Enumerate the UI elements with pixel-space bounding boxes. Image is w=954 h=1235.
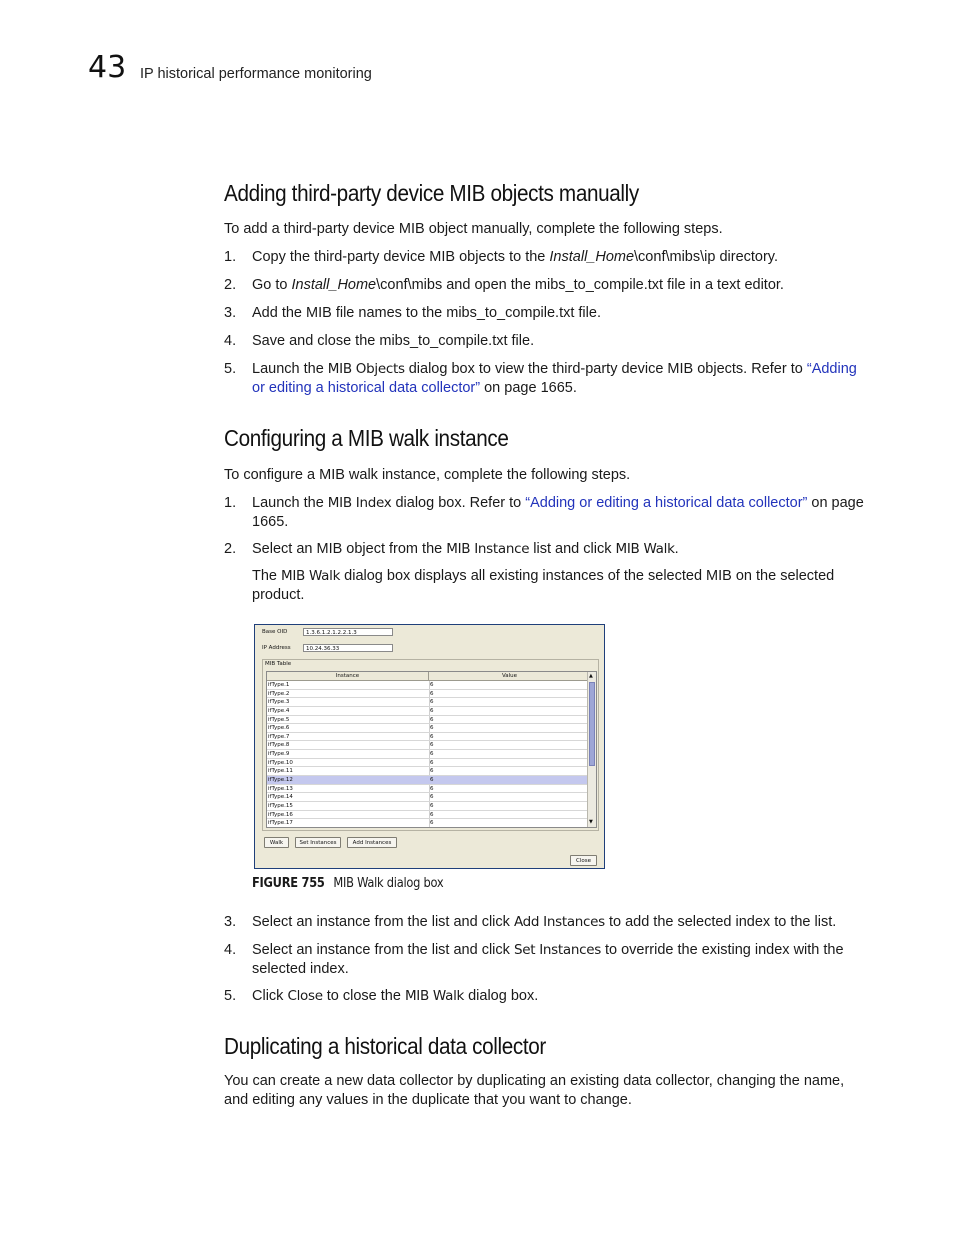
step-text: \conf\mibs and open the mibs_to_compile.txt file in a text editor.: [376, 277, 784, 293]
table-row[interactable]: [267, 811, 590, 820]
step-number: 5.: [224, 361, 237, 377]
table-row[interactable]: [267, 698, 590, 707]
ui-term-mib-walk: MIB Walk: [281, 568, 341, 584]
value-cell: 6: [430, 682, 434, 688]
value-cell: 6: [430, 733, 434, 740]
section2-intro: To configure a MIB walk instance, complete the following steps.: [224, 467, 631, 483]
instance-cell: ifType.16: [268, 811, 293, 818]
figure-title: MIB Walk dialog box: [333, 876, 444, 891]
table-rows: [267, 681, 590, 828]
add-instances-button[interactable]: Add Instances: [347, 837, 397, 848]
step-text: Save and close the mibs_to_compile.txt file.: [252, 333, 535, 349]
value-cell: 6: [430, 820, 434, 827]
step-text: Go to: [252, 277, 292, 293]
step-text: Launch the: [252, 361, 328, 377]
instance-cell: ifType.6: [268, 725, 290, 732]
mib-table: [266, 671, 597, 828]
value-cell: 6: [430, 759, 434, 766]
step-text: dialog box to view the third-party device MIB objects. Refer to: [404, 361, 807, 377]
mib-table-title: MIB Table: [265, 661, 292, 667]
ui-term-mib-objects: MIB Objects: [327, 361, 405, 377]
instance-cell: ifType.3: [268, 699, 290, 706]
step-text: \conf\mibs\ip directory.: [634, 249, 779, 265]
step-text: Select an MIB object from the: [252, 541, 447, 557]
base-oid-label: Base OID: [262, 629, 288, 635]
instance-cell: ifType.4: [268, 707, 290, 714]
instance-cell: ifType.12: [268, 777, 293, 784]
figure-caption: [252, 876, 443, 891]
step-number: 1.: [224, 249, 237, 265]
value-cell: 6: [430, 707, 434, 714]
table-row[interactable]: [267, 750, 590, 759]
step-text: .: [674, 541, 679, 557]
chapter-number: 43: [88, 50, 127, 85]
section-heading-duplicating-collector: Duplicating a historical data collector: [224, 1033, 546, 1059]
step-number: 4.: [224, 942, 237, 958]
ip-address-label: IP Address: [262, 645, 291, 651]
ui-term-mib-walk: MIB Walk: [404, 988, 465, 1004]
step-text: to close the: [322, 988, 405, 1004]
step-text: Copy the third-party device MIB objects to the: [252, 249, 550, 265]
table-scrollbar[interactable]: [587, 672, 596, 827]
instance-cell: ifType.17: [268, 820, 293, 827]
section1-intro: To add a third-party device MIB object manually, complete the following steps.: [224, 221, 723, 237]
cross-reference-link[interactable]: “Adding or editing a historical data collector”: [525, 495, 808, 511]
step-text: Select an instance from the list and click: [252, 942, 514, 958]
table-row[interactable]: [267, 793, 590, 802]
ui-term-set-instances: Set Instances: [513, 942, 601, 958]
table-row[interactable]: [267, 716, 590, 725]
table-row[interactable]: [267, 707, 590, 716]
ui-term-mib-walk: MIB Walk: [615, 541, 675, 557]
step-text: dialog box displays all existing instances of the selected MIB on the selected product.: [252, 568, 835, 603]
value-cell: 6: [430, 699, 434, 706]
column-header-instance[interactable]: Instance: [267, 672, 429, 680]
section-heading-add-mib-objects: Adding third-party device MIB objects manually: [224, 180, 639, 206]
cross-reference-link[interactable]: “Adding or editing a historical data collector”: [252, 361, 857, 396]
instance-cell: ifType.13: [268, 785, 293, 792]
value-cell: 6: [430, 802, 434, 809]
table-row[interactable]: [267, 776, 590, 785]
value-cell: 6: [430, 811, 434, 818]
step-number: 3.: [224, 305, 237, 321]
step-text: Click: [252, 988, 288, 1004]
step-text: to override the existing index with the selected index.: [252, 942, 844, 977]
scroll-up-icon[interactable]: ▲: [589, 673, 593, 679]
value-cell: 6: [430, 751, 434, 758]
step-text: The: [252, 568, 282, 584]
install-home-term: Install_Home: [549, 249, 635, 265]
instance-cell: ifType.5: [268, 716, 290, 723]
value-cell: 6: [430, 716, 434, 723]
table-row[interactable]: [267, 733, 590, 742]
instance-cell: ifType.14: [268, 794, 293, 801]
mib-walk-dialog-figure: [254, 624, 605, 869]
value-cell: 6: [430, 785, 434, 792]
walk-button[interactable]: Walk: [264, 837, 289, 848]
table-row[interactable]: [267, 724, 590, 733]
step-text: to add the selected index to the list.: [604, 914, 837, 930]
instance-cell: ifType.15: [268, 802, 293, 809]
section-heading-mib-walk: Configuring a MIB walk instance: [224, 425, 509, 451]
instance-cell: ifType.10: [268, 759, 293, 766]
table-row[interactable]: [267, 819, 590, 828]
table-row[interactable]: [267, 767, 590, 776]
instance-cell: ifType.7: [268, 733, 290, 740]
step-text: on page 1665.: [252, 495, 864, 530]
step-number: 2.: [224, 541, 237, 557]
mib-table-group: [262, 659, 599, 831]
value-cell: 6: [430, 690, 434, 697]
instance-cell: ifType.2: [268, 690, 290, 697]
step-number: 1.: [224, 495, 237, 511]
table-row[interactable]: [267, 681, 590, 690]
value-cell: 6: [430, 742, 434, 749]
step-text: on page 1665.: [480, 380, 577, 396]
ui-term-mib-index: MIB Index: [327, 495, 392, 511]
instance-cell: ifType.8: [268, 742, 290, 749]
close-button[interactable]: Close: [570, 855, 597, 866]
table-row[interactable]: [267, 759, 590, 768]
step-number: 5.: [224, 988, 237, 1004]
step-text: Select an instance from the list and click: [252, 914, 514, 930]
ui-term-close: Close: [287, 988, 323, 1004]
column-header-value[interactable]: Value: [501, 673, 518, 679]
step-text: dialog box.: [464, 988, 539, 1004]
value-cell: 6: [430, 768, 434, 775]
set-instances-button[interactable]: Set Instances: [295, 837, 341, 848]
table-row[interactable]: [267, 741, 590, 750]
step-text: Launch the: [252, 495, 328, 511]
section3-body: You can create a new data collector by duplicating an existing data collector, changing the name, and editing any values in the duplicate that you want to change.: [224, 1073, 845, 1108]
ui-term-add-instances: Add Instances: [513, 914, 605, 930]
step-text: dialog box. Refer to: [391, 495, 526, 511]
step-text: Add the MIB file names to the mibs_to_compile.txt file.: [252, 305, 601, 321]
ip-address-field[interactable]: 10.24.36.33: [303, 644, 393, 652]
table-row[interactable]: [267, 690, 590, 699]
step-number: 2.: [224, 277, 237, 293]
figure-label: FIGURE 755: [252, 876, 325, 891]
instance-cell: ifType.11: [268, 768, 293, 775]
value-cell: 6: [430, 794, 434, 801]
scroll-down-icon[interactable]: ▼: [589, 819, 593, 825]
instance-cell: ifType.1: [268, 682, 290, 688]
step-number: 4.: [224, 333, 237, 349]
chapter-title: IP historical performance monitoring: [140, 66, 372, 82]
install-home-term: Install_Home: [291, 277, 377, 293]
value-cell: 6: [430, 725, 434, 732]
base-oid-field[interactable]: 1.3.6.1.2.1.2.2.1.3: [303, 628, 393, 636]
table-row[interactable]: [267, 785, 590, 794]
step-number: 3.: [224, 914, 237, 930]
ui-term-mib-instance: MIB Instance: [446, 541, 530, 557]
scroll-thumb[interactable]: [589, 682, 595, 766]
value-cell: 6: [430, 777, 434, 784]
step-text: list and click: [529, 541, 616, 557]
instance-cell: ifType.9: [268, 751, 290, 758]
table-row[interactable]: [267, 802, 590, 811]
table-header: [267, 672, 590, 681]
